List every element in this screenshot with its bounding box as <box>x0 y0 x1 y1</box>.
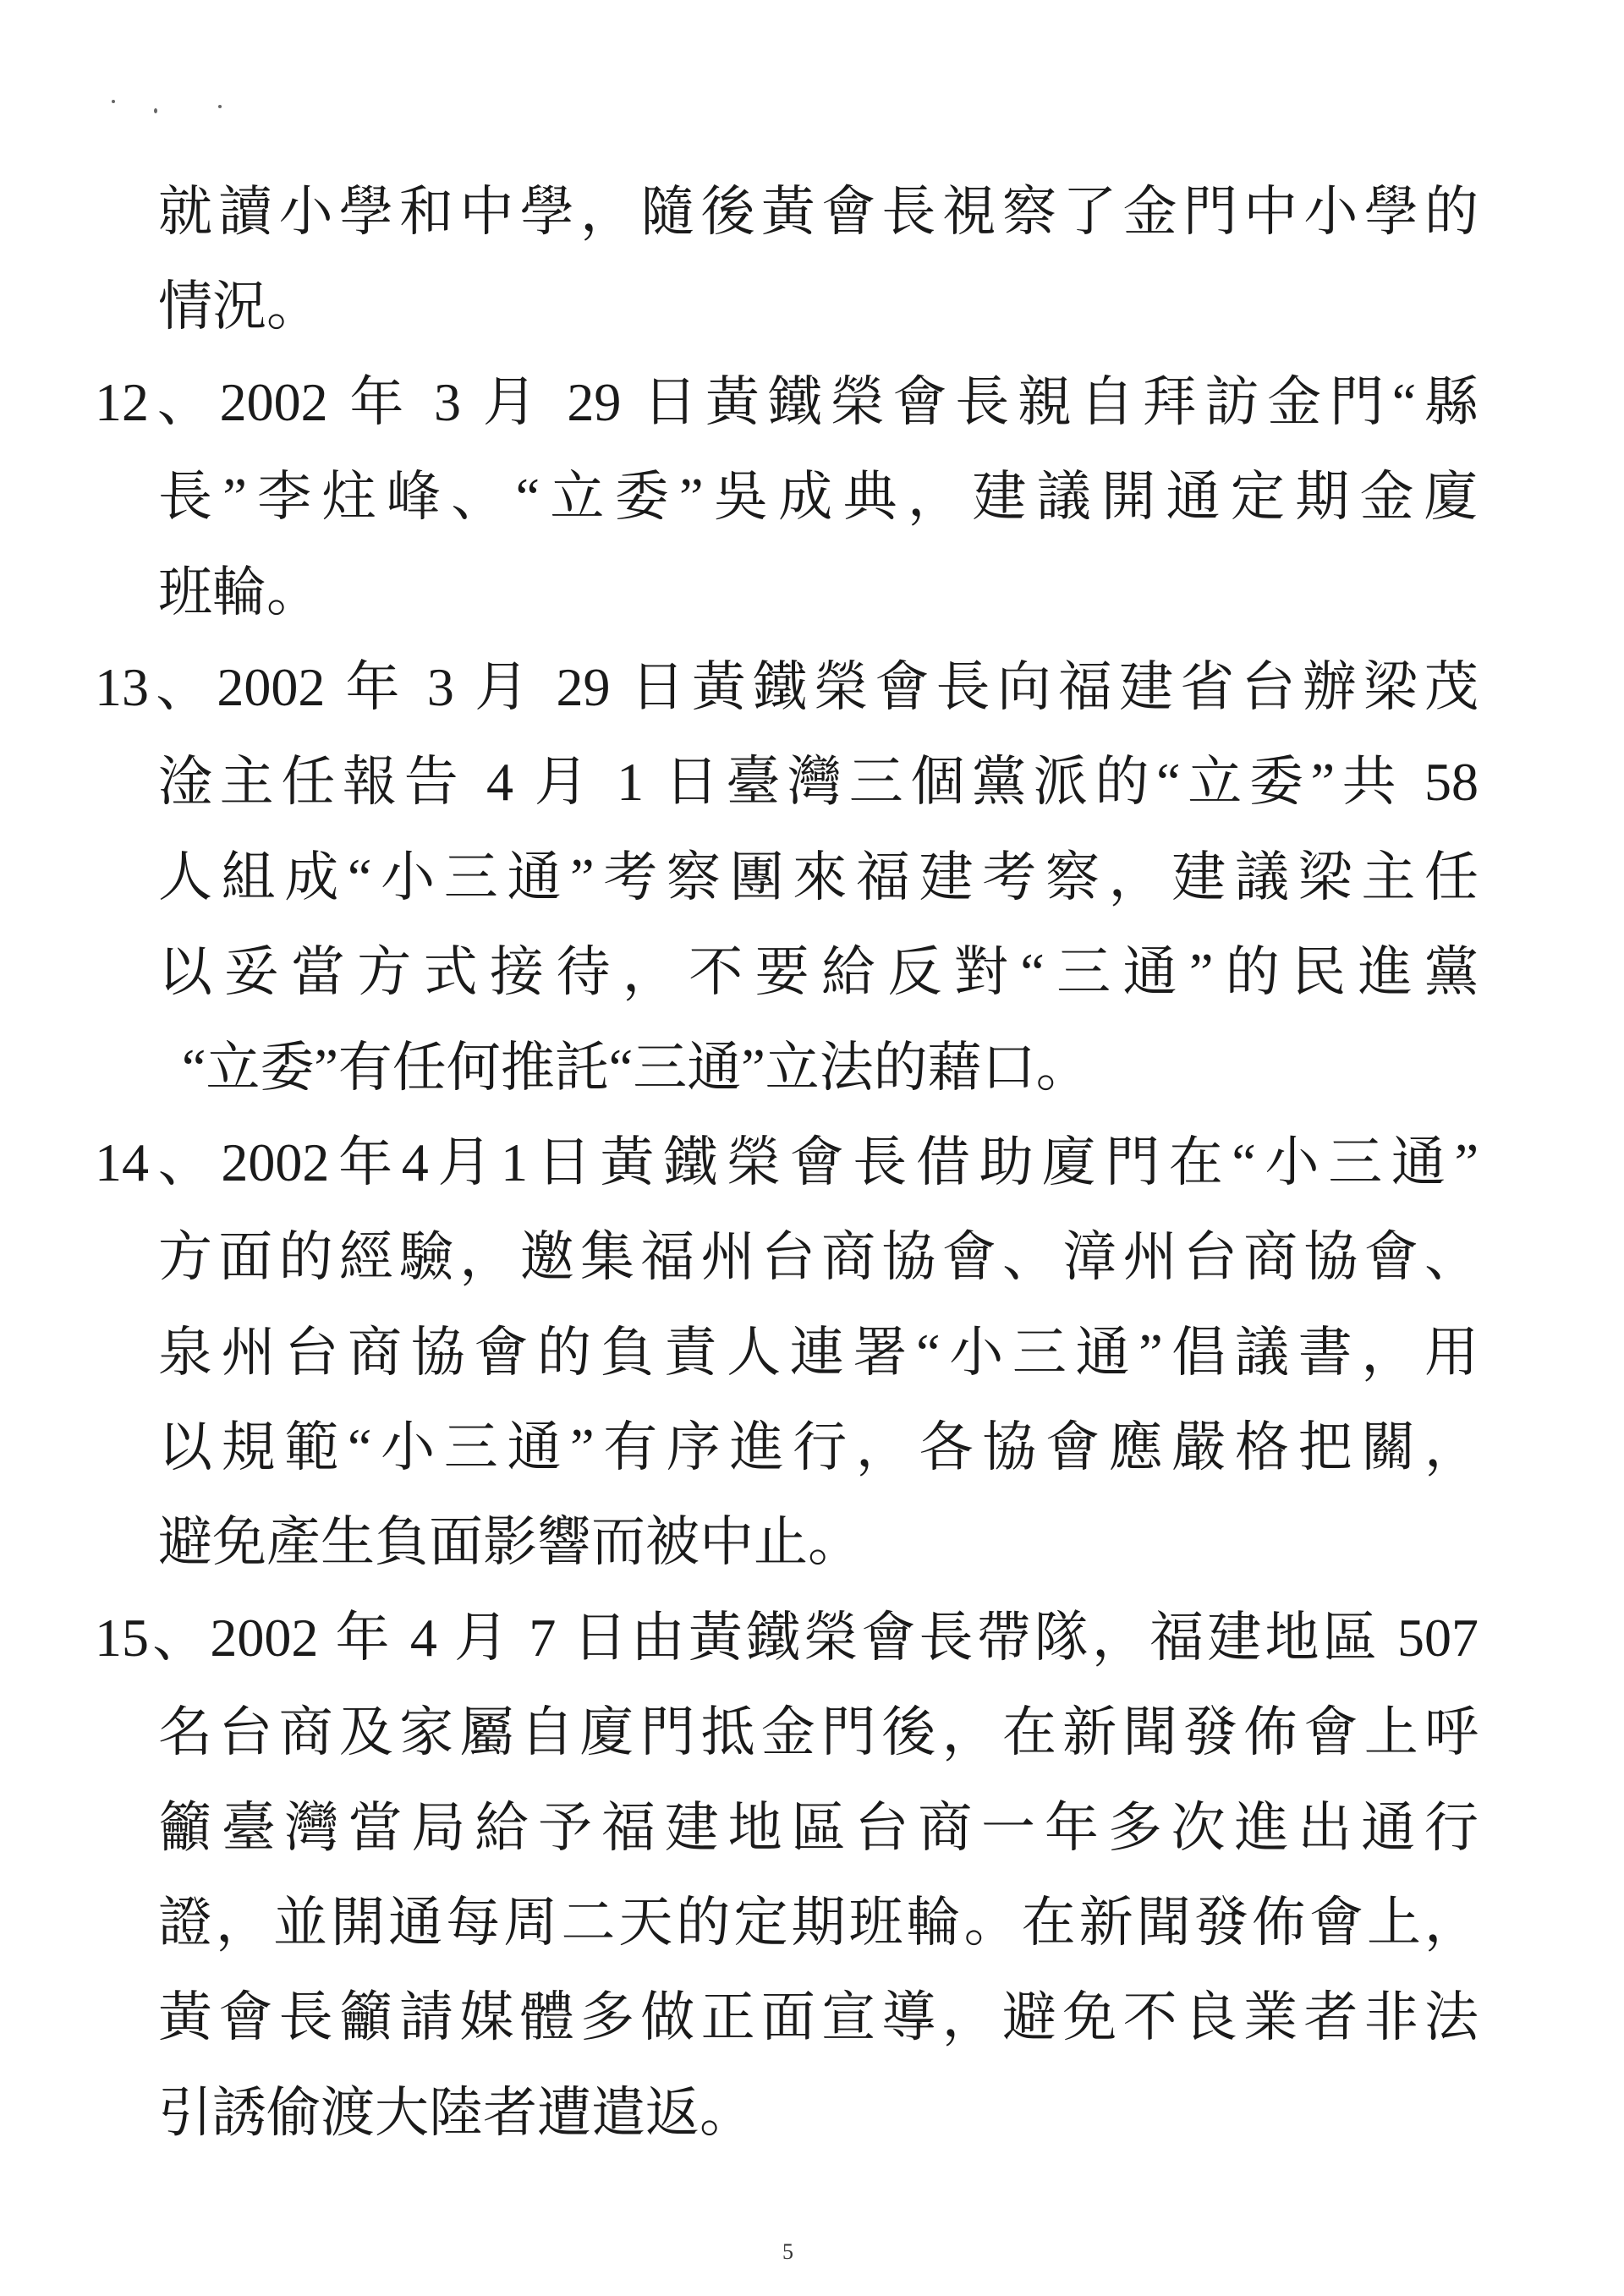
list-item-15 <box>0 1591 1624 2161</box>
text-line: 證，並開通每周二天的定期班輪。在新聞發佈會上， <box>158 1893 1479 1954</box>
text-line: 名台商及家屬自廈門抵金門後，在新聞發佈會上呼 <box>158 1702 1479 1763</box>
list-item-12 <box>0 355 1624 640</box>
text-line: 15、2002 年 4 月 7 日由黃鐵榮會長帶隊，福建地區 507 <box>95 1607 1479 1668</box>
document-body <box>0 165 1624 2161</box>
text-line: 以規範“小三通”有序進行，各協會應嚴格把關， <box>158 1417 1479 1478</box>
scan-speck <box>112 100 115 103</box>
text-line: 黃會長籲請媒體多做正面宣導，避免不良業者非法 <box>158 1987 1479 2048</box>
text-line: 長”李炷峰、“立委”吳成典，建議開通定期金廈 <box>158 467 1479 528</box>
page-number: 5 <box>782 2239 793 2264</box>
paragraph-continuation <box>0 165 1624 355</box>
text-line: 淦主任報告 4 月 1 日臺灣三個黨派的“立委”共 58 <box>158 752 1479 813</box>
list-item-13 <box>0 640 1624 1115</box>
text-line: 13、2002 年 3 月 29 日黃鐵榮會長向福建省台辦梁茂 <box>95 656 1479 717</box>
text-line: “立委”有任何推託“三通”立法的藉口。 <box>182 1037 1090 1098</box>
scan-speck <box>154 108 157 113</box>
text-line: 引誘偷渡大陸者遭遣返。 <box>158 2082 754 2143</box>
text-line: 12、2002 年 3 月 29 日黃鐵榮會長親自拜訪金門“縣 <box>95 371 1479 432</box>
text-line: 就讀小學和中學，隨後黃會長視察了金門中小學的 <box>158 182 1479 242</box>
text-line: 以妥當方式接待，不要給反對“三通”的民進黨 <box>158 942 1479 1003</box>
text-line: 避免產生負面影響而被中止。 <box>158 1512 862 1573</box>
text-line: 14、2002年4月1日黃鐵榮會長借助廈門在“小三通” <box>95 1132 1479 1192</box>
list-item-14 <box>0 1115 1624 1591</box>
text-line: 方面的經驗，邀集福州台商協會、漳州台商協會、 <box>158 1227 1479 1288</box>
text-line: 人組成“小三通”考察團來福建考察，建議梁主任 <box>158 847 1479 907</box>
text-line: 情況。 <box>158 277 321 337</box>
text-line: 班輪。 <box>158 562 321 622</box>
scan-speck <box>218 105 222 108</box>
text-line: 籲臺灣當局給予福建地區台商一年多次進出通行 <box>158 1797 1479 1858</box>
text-line: 泉州台商協會的負責人連署“小三通”倡議書，用 <box>158 1322 1479 1383</box>
